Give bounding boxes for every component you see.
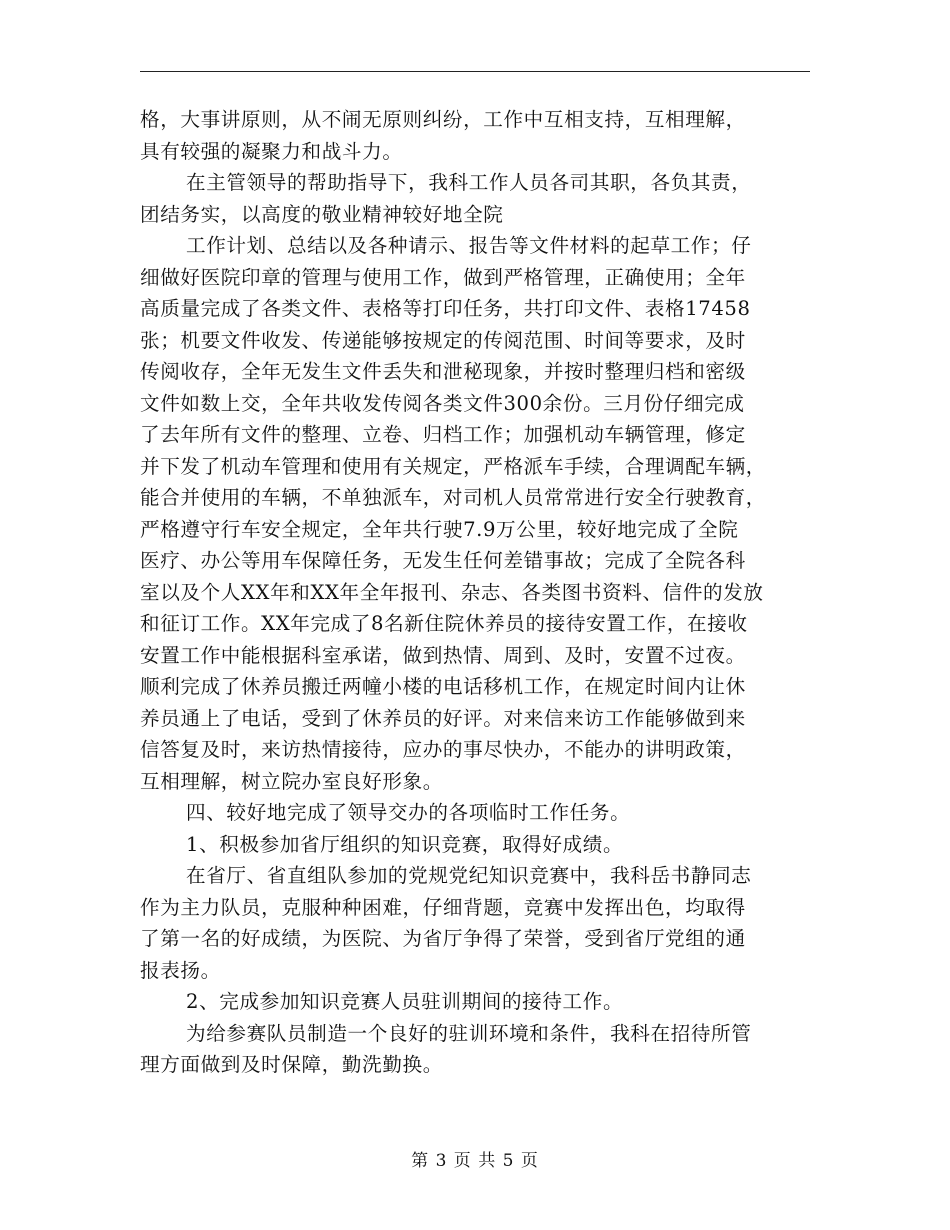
text-line: 格，大事讲原则，从不闹无原则纠纷，工作中互相支持，互相理解， — [140, 108, 746, 131]
text-line: 了去年所有文件的整理、立卷、归档工作；加强机动车辆管理，修定 — [140, 423, 746, 446]
text-line: 报表扬。 — [140, 958, 221, 982]
text-line: 严格遵守行车安全规定，全年共行驶7.9万公里，较好地完成了全院 — [140, 517, 739, 541]
text-line: 为给参赛队员制造一个良好的驻训环境和条件，我科在招待所管 — [186, 1021, 752, 1045]
text-line: 信答复及时，来访热情接待，应办的事尽快办，不能办的讲明政策， — [140, 738, 746, 761]
document-body — [140, 104, 810, 1081]
text-line: 1、积极参加省厅组织的知识竞赛，取得好成绩。 — [186, 832, 624, 856]
text-line: 传阅收存，全年无发生文件丢失和泄秘现象，并按时整理归档和密级 — [140, 360, 746, 383]
header-rule — [140, 71, 810, 72]
text-line: 在主管领导的帮助指导下，我科工作人员各司其职，各负其责， — [186, 171, 752, 194]
text-line: 在省厅、省直组队参加的党规党纪知识竞赛中，我科岳书静同志 — [186, 864, 752, 887]
text-line: 具有较强的凝聚力和战斗力。 — [140, 139, 403, 163]
text-line: 顺利完成了休养员搬迁两幢小楼的电话移机工作，在规定时间内让休 — [140, 675, 746, 698]
text-line: 文件如数上交，全年共收发传阅各类文件300余份。三月份仔细完成 — [140, 391, 745, 415]
text-line: 张；机要文件收发、传递能够按规定的传阅范围、时间等要求，及时 — [140, 328, 746, 352]
text-line: 养员通上了电话，受到了休养员的好评。对来信来访工作能够做到来 — [140, 706, 746, 730]
text-line: 互相理解，树立院办室良好形象。 — [140, 769, 443, 793]
text-line: 室以及个人XX年和XX年全年报刊、杂志、各类图书资料、信件的发放 — [140, 580, 764, 604]
text-line: 高质量完成了各类文件、表格等打印任务，共打印文件、表格17458 — [140, 297, 751, 320]
text-line: 安置工作中能根据科室承诺，做到热情、周到、及时，安置不过夜。 — [140, 643, 746, 667]
page-number: 第 3 页 共 5 页 — [411, 1151, 539, 1171]
text-line: 并下发了机动车管理和使用有关规定，严格派车手续，合理调配车辆， — [140, 454, 767, 478]
text-line: 细做好医院印章的管理与使用工作，做到严格管理，正确使用；全年 — [140, 265, 746, 289]
text-line: 了第一名的好成绩，为医院、为省厅争得了荣誉，受到省厅党组的通 — [140, 927, 746, 950]
text-line: 作为主力队员，克服种种困难，仔细背题，竞赛中发挥出色，均取得 — [140, 895, 746, 919]
text-line: 2、完成参加知识竞赛人员驻训期间的接待工作。 — [186, 990, 624, 1013]
text-line: 理方面做到及时保障，勤洗勤换。 — [140, 1053, 443, 1076]
text-line: 和征订工作。XX年完成了8名新住院休养员的接待安置工作，在接收 — [140, 612, 748, 635]
text-line: 医疗、办公等用车保障任务，无发生任何差错事故；完成了全院各科 — [140, 549, 746, 572]
text-line: 四、较好地完成了领导交办的各项临时工作任务。 — [186, 801, 631, 824]
text-line: 工作计划、总结以及各种请示、报告等文件材料的起草工作；仔 — [186, 234, 752, 257]
text-line: 能合并使用的车辆，不单独派车，对司机人员常常进行安全行驶教育， — [140, 486, 767, 509]
text-line: 团结务实，以高度的敬业精神较好地全院 — [140, 202, 504, 226]
